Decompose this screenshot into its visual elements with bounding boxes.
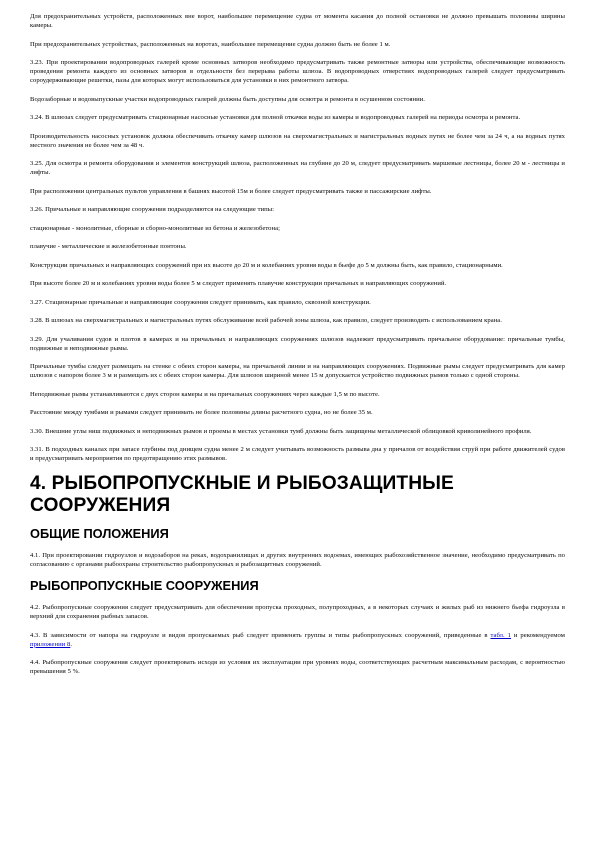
- paragraph-4-3: [30, 631, 565, 649]
- paragraph: 3.28. В шлюзах на сверхмагистральных и магистральных путях обслуживание всей рабочей зоны шлюза, как правило, следует производить с использованием крана.: [30, 317, 502, 324]
- paragraph: 3.27. Стационарные причальные и направляющие сооружения следует принимать, как правило, сквозной конструкции.: [30, 298, 371, 306]
- paragraph: стационарные - монолитные, сборные и сборно-монолитные из бетона и железобетона;: [30, 224, 280, 232]
- paragraph: 3.26. Причальные и направляющие сооружения подразделяются на следующие типы:: [30, 206, 275, 213]
- paragraph: Конструкции причальных и направляющих сооружений при их высоте до 20 м и колебаниях уровня воды в бьефе до 5 м должны быть, как правило, стационарными.: [30, 261, 503, 269]
- paragraph-text: .: [70, 640, 73, 648]
- paragraph: 3.31. В подходных каналах при запасе глубины под днищем судна менее 2 м следует учитывать возможность размыва дна у причалов от воздействия струй при работе движителей судов и предусматривать мероприятия по предотвращению этих размывов.: [30, 446, 565, 462]
- table-1-link[interactable]: табл. 1: [490, 631, 511, 639]
- subsection-heading-general: ОБЩИЕ ПОЛОЖЕНИЯ: [30, 525, 169, 541]
- paragraph-text: 4.3. В зависимости от напора на гидроузле и видов пропускаемых рыб следует применять группы и типы рыбопропускных сооружений, приведенные в: [30, 631, 491, 639]
- paragraph: Водозаборные и водовыпускные участки водопроводных галерей должны быть доступны для осмотра и ремонта в осушенном состоянии.: [30, 95, 425, 103]
- paragraph: 3.29. Для учаливания судов и плотов в камерах и на причальных и направляющих сооружениях шлюзов надлежит предусматривать причальное оборудование: причальные тумбы, подвижные и неподвижные рымы.: [30, 335, 565, 352]
- paragraph: Причальные тумбы следует размещать на стенке с обеих сторон камеры, на причальной линии и на направляющих сооружениях. Подвижные рымы следует предусматривать для камер шлюзов с напором более 3 м и размещать их с обеих сторон камеры. Для шлюзов шириной менее 15 м допускается устройство подвижных рымов только с одной стороны.: [30, 363, 565, 379]
- paragraph: При расположении центральных пультов управления в башнях высотой 15м и более следует предусматривать также и пассажирские лифты.: [30, 187, 432, 195]
- paragraph: 3.25. Для осмотра и ремонта оборудования и элементов конструкций шлюза, расположенных на глубине до 20 м, следует предусматривать маршевые лестницы, более 20 м - лестницы и лифты.: [30, 160, 565, 176]
- paragraph-4-4: 4.4. Рыбопропускные сооружения следует проектировать исходя из условия их эксплуатации при уровнях воды, соответствующих расчетным максимальным расходам, с вероятностью превышения 5 %.: [30, 659, 565, 675]
- appendix-8-link[interactable]: приложении 8: [30, 640, 71, 648]
- document-page: [30, 12, 565, 686]
- paragraph: При предохранительных устройствах, расположенных на воротах, наибольшее перемещение судна должно быть не более 1 м.: [30, 40, 391, 48]
- section-heading: 4. РЫБОПРОПУСКНЫЕ И РЫБОЗАЩИТНЫЕ СООРУЖЕНИЯ: [30, 472, 454, 516]
- paragraph-4-1: 4.1. При проектировании гидроузлов и водозаборов на реках, водохранилищах и других внутренних водоемах, имеющих рыбохозяйственное значение, необходимо предусматривать по согласованию с органами рыбоохраны строительство рыбопропускных и рыбозащитных сооружений.: [30, 551, 565, 568]
- paragraph: 3.23. При проектировании водопроводных галерей кроме основных затворов необходимо предусматривать также ремонтные затворы или устройства, обеспечивающие возможность проведения ремонта каждого из основных затворов в отдельности без перерыва работы шлюза. В водопроводных отверстиях водопроводных галерей следует предусматривать сороудерживающие решетки, пазы для которых могут использоваться для установки в них ремонтного затвора.: [30, 59, 565, 84]
- paragraph: Расстояние между тумбами и рымами следует принимать не более половины длины расчетного судна, но не более 35 м.: [30, 409, 373, 416]
- paragraph: 3.30. Внешние углы ниш подвижных и неподвижных рымов и проемы в местах установки тумб должны быть защищены металлической облицовкой криволинейного профиля.: [30, 427, 532, 435]
- paragraph: Неподвижные рымы устанавливаются с двух сторон камеры и на причальных сооружениях через каждые 1,5 м по высоте.: [30, 390, 380, 398]
- paragraph: 3.24. В шлюзах следует предусматривать стационарные насосные установки для полной откачки воды из камеры и водопроводных галерей на периоды осмотра и ремонта.: [30, 114, 521, 121]
- paragraph: Для предохранительных устройств, расположенных вне ворот, наибольшее перемещение судна от момента касания до полной остановки не должно превышать половины ширины камеры.: [30, 13, 565, 29]
- paragraph: Производительность насосных установок должна обеспечивать откачку камер шлюзов на сверхмагистральных и магистральных водных путях не более чем за 24 ч, а на водных путях местного значения не более чем за 48 ч.: [30, 132, 565, 149]
- paragraph-text: и рекомендуемом: [511, 631, 565, 639]
- paragraph: плавучие - металлические и железобетонные понтоны.: [30, 243, 187, 250]
- subsection-heading-fish-passes: РЫБОПРОПУСКНЫЕ СООРУЖЕНИЯ: [30, 578, 259, 593]
- paragraph: При высоте более 20 м и колебаниях уровня воды более 5 м следует применять плавучие конструкции причальных и направляющих сооружений.: [30, 280, 447, 287]
- paragraph-4-2: 4.2. Рыбопропускные сооружения следует предусматривать для обеспечения пропуска проходных, полупроходных, а в некоторых случаях и жилых рыб из нижнего бьефа гидроузла в верхний для сохранения рыбных запасов.: [30, 604, 565, 620]
